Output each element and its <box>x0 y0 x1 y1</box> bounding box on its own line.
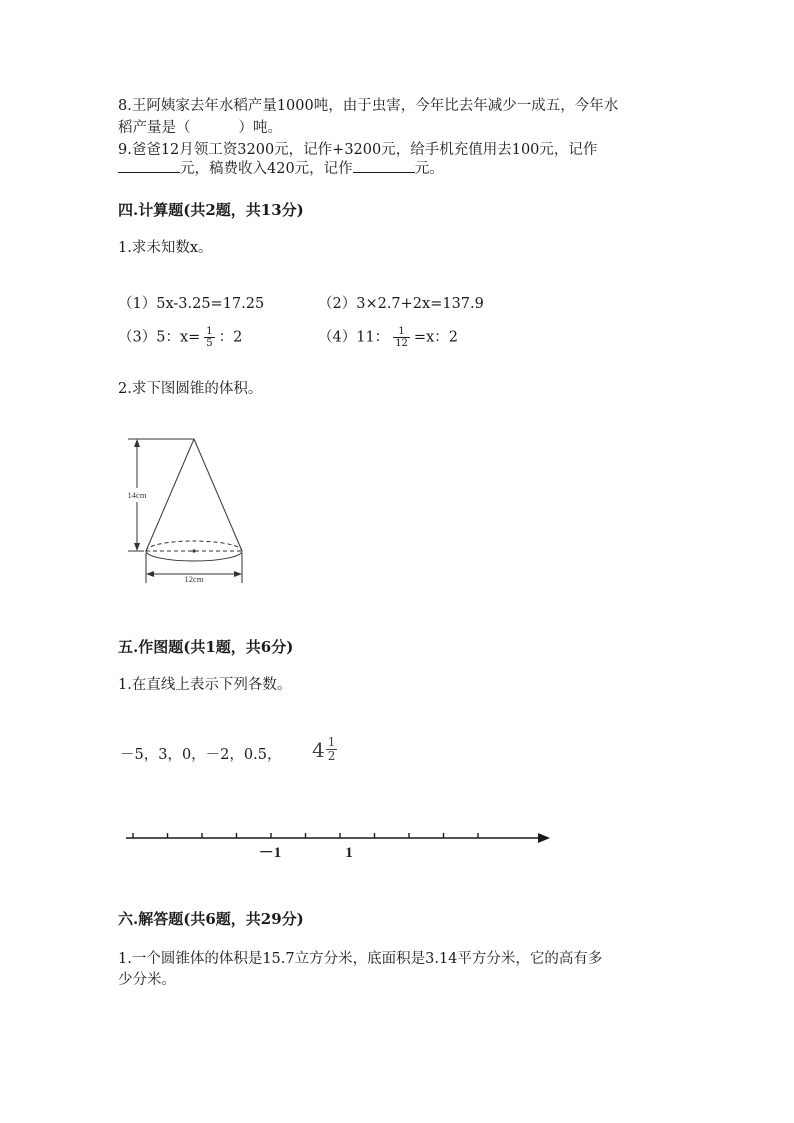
question-6-1-line1: 1.一个圆锥体的体积是15.7立方分米，底面积是3.14平方分米，它的高有多 <box>118 951 603 967</box>
fraction <box>326 736 338 763</box>
section-5-title: 五.作图题(共1题，共6分) <box>118 638 294 656</box>
equation-2: （2）3×2.7+2x=137.9 <box>318 296 484 312</box>
fraction-numerator: 1 <box>327 735 336 749</box>
fraction-denominator: 2 <box>327 749 336 763</box>
fraction-denominator: 5 <box>206 338 213 349</box>
mixed-number-whole: 4 <box>312 738 325 762</box>
question-9-line1: 9.爸爸12月领工资3200元，记作+3200元，给手机充值用去100元，记作 <box>118 142 598 158</box>
question-9-text-b: 元。 <box>414 161 444 177</box>
equation-3 <box>118 326 242 349</box>
equation-3-text-b: ：2 <box>218 329 243 346</box>
cone-diagram <box>118 430 258 590</box>
question-8-line1: 8.王阿姨家去年水稻产量1000吨，由于虫害，今年比去年减少一成五，今年水 <box>118 98 619 114</box>
height-label: 14cm <box>127 490 147 500</box>
answer-blank[interactable] <box>353 158 415 173</box>
equation-1: （1）5x-3.25=17.25 <box>118 296 265 312</box>
question-9-text-a: 元，稿费收入420元，记作 <box>180 161 353 177</box>
number-list: －5，3，0，－2，0.5， <box>120 747 282 763</box>
diameter-arrow-head-right <box>234 571 242 577</box>
fraction-numerator: 1 <box>393 326 410 338</box>
question-8-line2 <box>118 117 282 139</box>
cone-center-point <box>192 549 195 552</box>
equation-4-text-a: （4）11： <box>318 329 390 346</box>
answer-blank[interactable] <box>118 158 180 173</box>
fraction-numerator: 1 <box>206 326 213 337</box>
fraction <box>204 326 214 349</box>
section-6-title: 六.解答题(共6题，共29分) <box>118 910 304 928</box>
equation-4 <box>318 326 458 349</box>
height-arrow-head-bottom <box>134 543 140 551</box>
number-line <box>120 825 560 865</box>
cone-right-edge <box>194 439 242 551</box>
cone-left-edge <box>146 439 194 551</box>
question-8-text-a: 稻产量是（ <box>118 120 191 136</box>
question-4-2-prompt: 2.求下图圆锥的体积。 <box>118 381 263 397</box>
question-5-1-prompt: 1.在直线上表示下列各数。 <box>118 677 292 693</box>
diameter-arrow-head-left <box>146 571 154 577</box>
number-line-arrow <box>538 833 550 843</box>
mixed-number <box>312 735 337 765</box>
question-9-line2 <box>118 158 444 180</box>
question-6-1-line2: 少分米。 <box>118 972 176 988</box>
section-4-title: 四.计算题(共2题，共13分) <box>118 201 304 219</box>
fraction-denominator: 12 <box>395 338 408 349</box>
height-arrow-head-top <box>134 439 140 447</box>
tick-label-minus-one: －1 <box>258 845 282 861</box>
equation-3-text-a: （3）5：x= <box>118 329 201 346</box>
equation-4-text-b: =x：2 <box>413 329 458 346</box>
question-4-1-prompt: 1.求未知数x。 <box>118 240 213 256</box>
question-8-text-b: ）吨。 <box>238 120 282 136</box>
tick-label-one: 1 <box>345 845 353 861</box>
fraction <box>393 326 410 349</box>
diameter-label: 12cm <box>184 574 204 584</box>
